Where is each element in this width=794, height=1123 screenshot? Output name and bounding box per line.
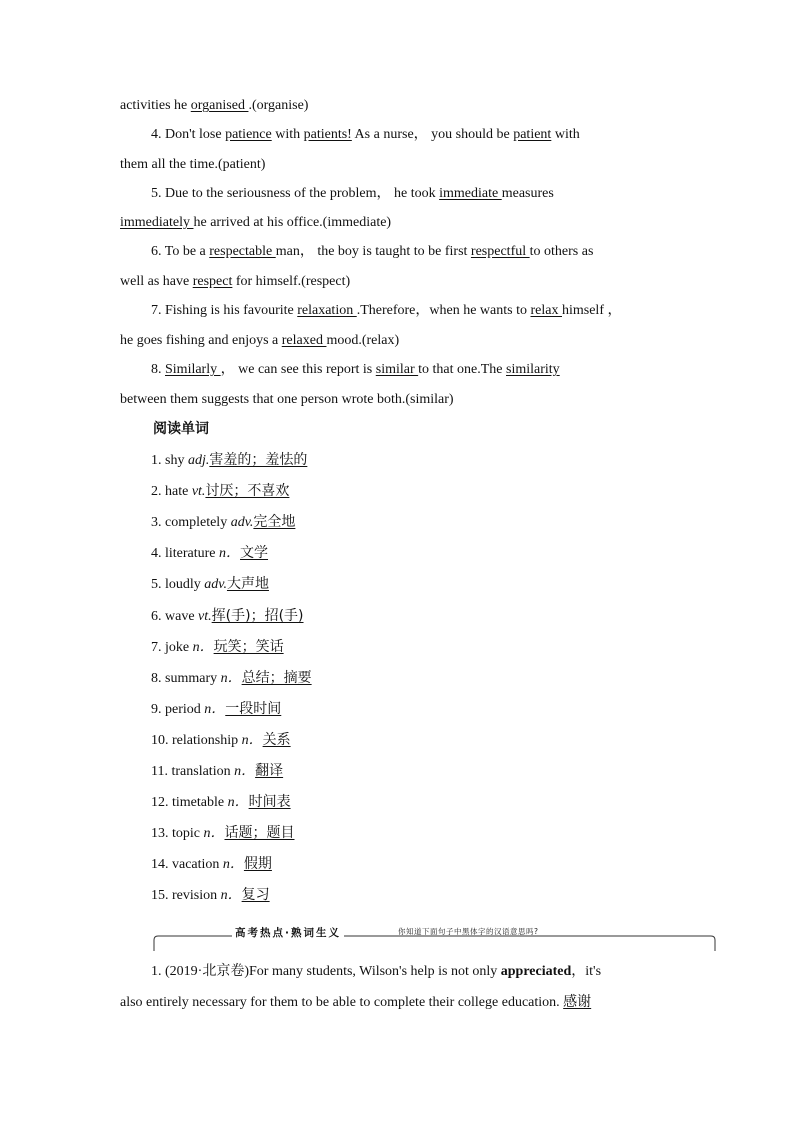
vocab-number: 8. bbox=[151, 670, 162, 686]
part-of-speech: n． bbox=[220, 670, 242, 686]
vocab-item bbox=[151, 886, 270, 905]
answer-blank: 感谢 bbox=[563, 994, 592, 1010]
text: 8. bbox=[151, 362, 165, 377]
part-of-speech: adj. bbox=[187, 453, 210, 468]
vocab-meaning: 一段时间 bbox=[225, 700, 282, 717]
exercise-line bbox=[120, 273, 350, 291]
vocab-meaning: 假期 bbox=[243, 856, 272, 873]
answer-blank: patient bbox=[513, 127, 552, 142]
vocab-word: summary bbox=[161, 670, 221, 686]
answer-blank: similarity bbox=[506, 362, 560, 377]
vocab-item bbox=[151, 451, 307, 470]
exercise-line bbox=[151, 243, 593, 261]
vocab-word: vacation bbox=[168, 857, 223, 873]
text: As a nurse， you should be bbox=[351, 127, 514, 142]
vocab-item bbox=[151, 607, 304, 626]
vocab-meaning: 讨厌；不喜欢 bbox=[205, 483, 290, 500]
vocab-number: 9. bbox=[151, 701, 162, 717]
exercise-line bbox=[120, 391, 454, 409]
exercise-line bbox=[151, 361, 560, 379]
vocab-item bbox=[151, 824, 295, 843]
vocab-meaning: 话题；题目 bbox=[224, 825, 295, 842]
exercise-line bbox=[151, 302, 621, 320]
text: 5. Due to the seriousness of the problem， he took bbox=[151, 186, 440, 201]
vocab-number: 3. bbox=[151, 515, 162, 531]
text: also entirely necessary for them to be able to complete their college education. bbox=[120, 995, 564, 1010]
vocab-number: 10. bbox=[151, 732, 169, 748]
text: them all the time.(patient) bbox=[120, 157, 266, 172]
part-of-speech: n． bbox=[203, 826, 225, 842]
vocab-meaning: 玩笑；笑话 bbox=[213, 638, 284, 655]
vocab-word: loudly bbox=[161, 577, 205, 593]
vocab-number: 15. bbox=[151, 888, 169, 904]
vocab-item bbox=[151, 513, 295, 532]
bold-word: appreciated bbox=[500, 964, 572, 979]
text: himself ， bbox=[561, 303, 622, 318]
answer-blank: relaxation bbox=[297, 303, 357, 318]
banner-hint: 你知道下面句子中黑体字的汉语意思吗? bbox=[398, 927, 539, 936]
answer-blank: similar bbox=[375, 362, 419, 377]
vocab-meaning: 害羞的；羞怯的 bbox=[209, 452, 308, 468]
exercise-line bbox=[120, 332, 399, 350]
example-line bbox=[120, 993, 591, 1012]
text: with bbox=[271, 127, 304, 142]
vocab-item bbox=[151, 669, 312, 688]
vocab-word: topic bbox=[168, 826, 204, 842]
answer-blank: respect bbox=[192, 274, 233, 289]
vocab-meaning: 总结；摘要 bbox=[241, 669, 312, 686]
vocab-item bbox=[151, 482, 289, 501]
vocab-item bbox=[151, 793, 291, 812]
answer-blank: relax bbox=[530, 303, 562, 318]
part-of-speech: n． bbox=[220, 888, 242, 904]
answer-blank: immediate bbox=[439, 186, 502, 201]
source-label: 北京卷 bbox=[202, 963, 245, 979]
vocab-word: wave bbox=[161, 608, 199, 624]
vocab-meaning: 翻译 bbox=[255, 763, 284, 779]
vocab-number: 12. bbox=[151, 795, 169, 811]
part-of-speech: n． bbox=[219, 546, 241, 562]
part-of-speech: n． bbox=[204, 701, 226, 717]
vocab-number: 7. bbox=[151, 639, 162, 655]
text: 1. (2019· bbox=[151, 964, 203, 979]
vocab-item bbox=[151, 544, 268, 563]
vocab-meaning: 复习 bbox=[241, 887, 270, 904]
answer-blank: organised bbox=[190, 98, 249, 113]
section-banner bbox=[152, 918, 717, 952]
vocab-number: 14. bbox=[151, 857, 169, 873]
exercise-line bbox=[120, 97, 308, 115]
vocab-item bbox=[151, 762, 283, 781]
vocab-word: shy bbox=[161, 453, 188, 468]
answer-blank: immediately bbox=[120, 215, 194, 230]
text: .(organise) bbox=[248, 98, 309, 113]
vocab-meaning: 文学 bbox=[240, 545, 269, 562]
vocab-item bbox=[151, 855, 272, 874]
vocab-item bbox=[151, 638, 284, 657]
part-of-speech: adv. bbox=[230, 515, 254, 531]
vocab-word: timetable bbox=[168, 795, 228, 811]
vocab-word: joke bbox=[161, 639, 193, 655]
vocab-item bbox=[151, 731, 291, 750]
text: to that one.The bbox=[418, 362, 507, 377]
part-of-speech: n． bbox=[234, 764, 256, 779]
vocab-number: 6. bbox=[151, 608, 162, 624]
vocab-word: relationship bbox=[168, 732, 242, 748]
answer-blank: Similarly bbox=[165, 362, 221, 377]
part-of-speech: adv. bbox=[204, 577, 227, 593]
answer-blank: respectable bbox=[209, 244, 276, 259]
text: he arrived at his office.(immediate) bbox=[193, 215, 392, 230]
text: 6. To be a bbox=[151, 244, 210, 259]
vocab-meaning: 完全地 bbox=[253, 514, 296, 531]
exercise-line bbox=[151, 126, 580, 144]
part-of-speech: n． bbox=[192, 639, 214, 655]
exercise-line bbox=[120, 156, 265, 174]
text: .Therefore，when he wants to bbox=[356, 303, 531, 318]
banner-title: 高考热点·熟词生义 bbox=[232, 925, 344, 940]
vocab-number: 4. bbox=[151, 546, 162, 562]
vocab-meaning: 大声地 bbox=[226, 576, 269, 593]
vocab-item bbox=[151, 575, 269, 594]
text: )For many students, Wilson's help is not only bbox=[244, 964, 501, 979]
exercise-line bbox=[120, 214, 391, 232]
part-of-speech: n． bbox=[227, 795, 249, 811]
vocab-word: hate bbox=[161, 484, 192, 500]
section-heading: 阅读单词 bbox=[153, 421, 209, 437]
text: to others as bbox=[529, 244, 594, 259]
text: 4. Don't lose bbox=[151, 127, 226, 142]
answer-blank: relaxed bbox=[281, 333, 327, 348]
vocab-number: 13. bbox=[151, 826, 169, 842]
part-of-speech: vt. bbox=[198, 608, 212, 624]
vocab-number: 1. bbox=[151, 453, 162, 468]
example-line bbox=[151, 962, 601, 981]
vocab-meaning: 挥(手)；招(手) bbox=[211, 607, 304, 624]
text: 7. Fishing is his favourite bbox=[151, 303, 298, 318]
answer-blank: patients! bbox=[303, 127, 352, 142]
vocab-item bbox=[151, 700, 281, 719]
part-of-speech: vt. bbox=[191, 484, 206, 500]
text: for himself.(respect) bbox=[232, 274, 351, 289]
vocab-word: revision bbox=[168, 888, 221, 904]
part-of-speech: n． bbox=[241, 732, 263, 748]
text: he goes fishing and enjoys a bbox=[120, 333, 282, 348]
text: ，it's bbox=[571, 964, 602, 979]
answer-blank: patience bbox=[225, 127, 272, 142]
text: between them suggests that one person wrote both.(similar) bbox=[120, 392, 454, 407]
vocab-word: completely bbox=[161, 515, 231, 531]
text: well as have bbox=[120, 274, 193, 289]
text: man， the boy is taught to be first bbox=[275, 244, 471, 259]
vocab-number: 11. bbox=[151, 764, 168, 779]
text: with bbox=[551, 127, 580, 142]
vocab-word: translation bbox=[167, 764, 235, 779]
text: mood.(relax) bbox=[326, 333, 400, 348]
vocab-word: literature bbox=[161, 546, 220, 562]
vocab-word: period bbox=[161, 701, 205, 717]
vocab-number: 5. bbox=[151, 577, 162, 593]
vocab-meaning: 关系 bbox=[262, 731, 291, 748]
vocab-number: 2. bbox=[151, 484, 162, 500]
part-of-speech: n． bbox=[222, 857, 244, 873]
answer-blank: respectful bbox=[470, 244, 530, 259]
text: measures bbox=[501, 186, 554, 201]
text: ， we can see this report is bbox=[220, 362, 376, 377]
exercise-line bbox=[151, 185, 554, 203]
text: activities he bbox=[120, 98, 191, 113]
vocab-meaning: 时间表 bbox=[248, 794, 291, 811]
